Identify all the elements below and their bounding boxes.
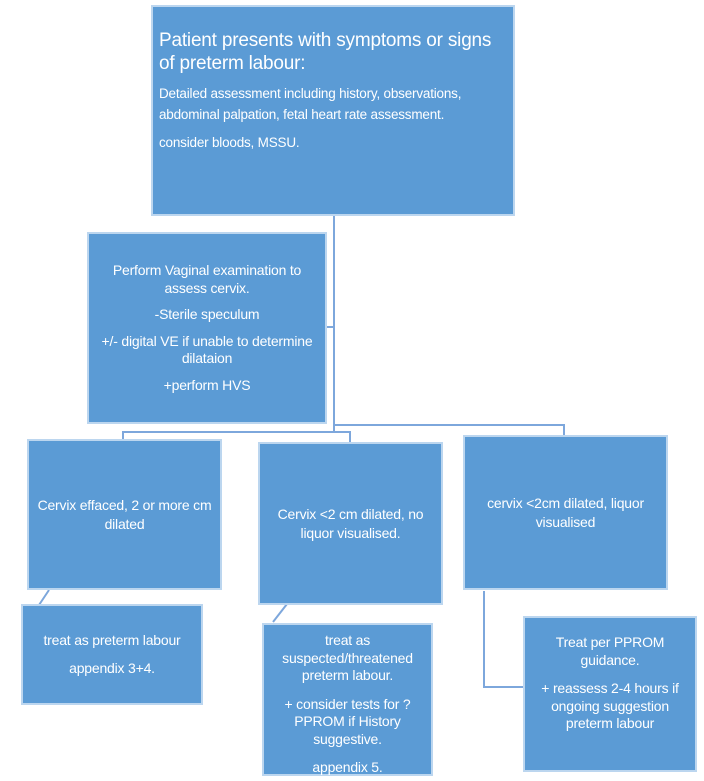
- branch-cervix-effaced-box: [27, 439, 222, 590]
- outcome-line: + reassess 2-4 hours if ongoing suggestion preterm labour: [541, 680, 679, 731]
- outcome-suspected-preterm-box: [262, 623, 433, 776]
- start-box-body: [159, 84, 507, 153]
- exam-box-line: +/- digital VE if unable to determine dilataion: [101, 332, 313, 366]
- outcome-pprom-box: [523, 616, 697, 772]
- outcome-line: + consider tests for ?PPROM if History suggestive.: [284, 695, 411, 747]
- start-box: [151, 5, 515, 216]
- branch-label: Cervix <2 cm dilated, no liquor visualised.: [277, 506, 424, 541]
- branch-no-liquor-box: [258, 442, 443, 605]
- branch-label: cervix <2cm dilated, liquor visualised: [487, 495, 644, 530]
- outcome-line: appendix 5.: [312, 759, 383, 775]
- branch-liquor-visualised-box: [463, 435, 668, 590]
- exam-box-line: Perform Vaginal examination to assess cervix.: [112, 262, 302, 296]
- exam-box-line: +perform HVS: [163, 376, 251, 393]
- connector-right-outcome: [484, 591, 523, 687]
- branch-label: Cervix effaced, 2 or more cm dilated: [37, 497, 212, 532]
- outcome-line: treat as suspected/threatened preterm labour.: [282, 632, 413, 683]
- start-box-title: Patient presents with symptoms or signs of preterm labour:: [159, 30, 492, 75]
- outcome-preterm-labour-box: [21, 604, 203, 705]
- connector-middle-outcome: [273, 604, 287, 622]
- start-box-body-line: Detailed assessment including history, observations, abdominal palpation, fetal heart rate assessment.: [159, 86, 462, 122]
- outcome-line: Treat per PPROM guidance.: [555, 634, 665, 668]
- exam-box: [87, 232, 327, 424]
- exam-box-line: -Sterile speculum: [154, 306, 260, 322]
- outcome-line: treat as preterm labour: [43, 631, 181, 648]
- connector-left-outcome: [39, 590, 49, 605]
- outcome-line: appendix 3+4.: [69, 660, 155, 676]
- start-box-body-line: consider bloods, MSSU.: [159, 134, 300, 150]
